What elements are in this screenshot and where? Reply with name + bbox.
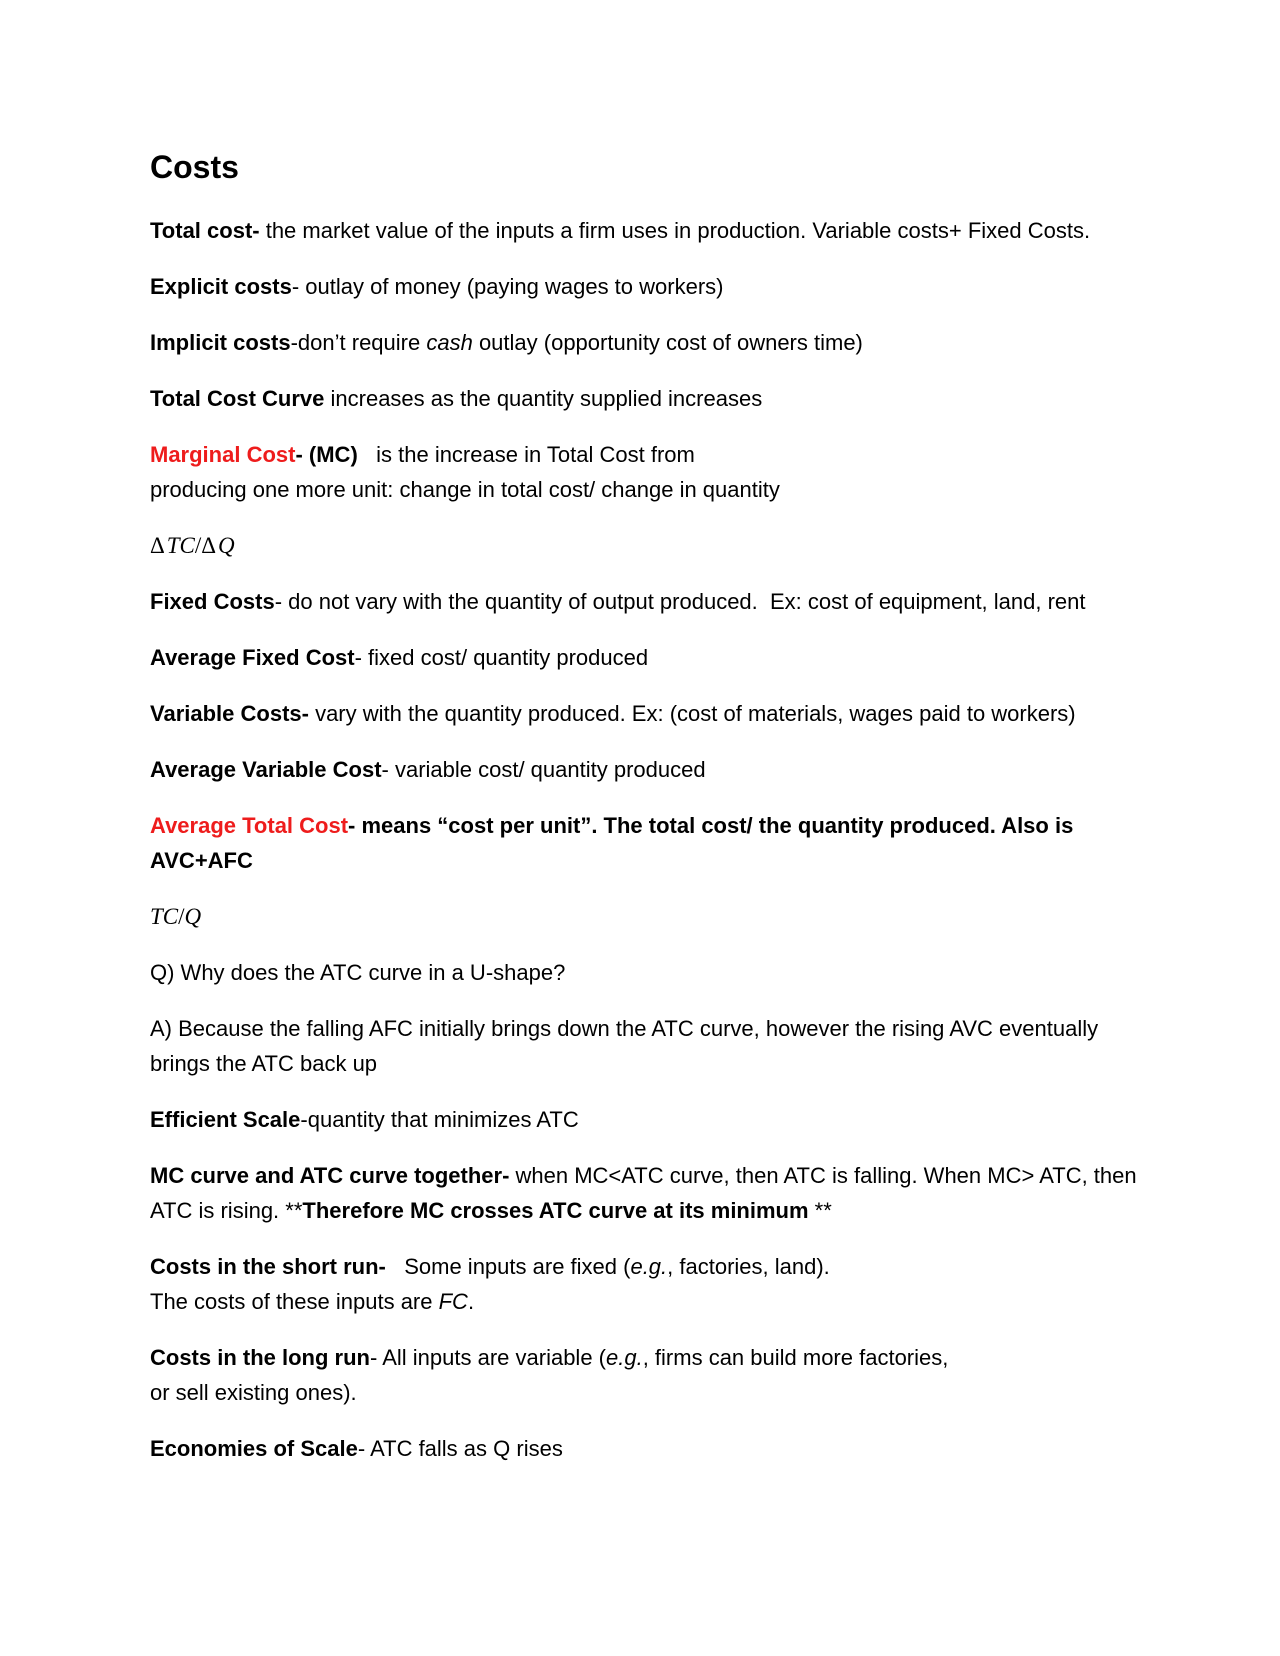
- efficient-scale-term: Efficient Scale: [150, 1107, 301, 1133]
- variable-costs-paragraph: [150, 696, 1140, 731]
- total-cost-curve-paragraph: [150, 381, 1140, 416]
- answer-paragraph: A) Because the falling AFC initially brings down the ATC curve, however the rising AVC eventually brings the ATC back up: [150, 1016, 1099, 1077]
- formula-slash: /: [178, 904, 185, 930]
- short-run-text-line2a: The costs of these inputs are: [150, 1289, 439, 1315]
- long-run-text-line2: or sell existing ones).: [150, 1380, 357, 1406]
- average-fixed-cost-term: Average Fixed Cost: [150, 645, 355, 671]
- economies-of-scale-paragraph: [150, 1431, 1140, 1466]
- total-cost-term: Total cost-: [150, 218, 260, 244]
- long-run-term: Costs in the long run: [150, 1345, 370, 1371]
- formula-delta: Δ: [150, 533, 165, 559]
- average-variable-cost-paragraph: [150, 752, 1140, 787]
- total-cost-text: the market value of the inputs a firm uses in production. Variable costs+ Fixed Costs.: [259, 218, 1091, 244]
- total-cost-curve-term: Total Cost Curve: [150, 386, 325, 412]
- fixed-costs-paragraph: [150, 584, 1140, 619]
- mc-atc-together-term: MC curve and ATC curve together-: [150, 1163, 510, 1189]
- implicit-costs-paragraph: [150, 325, 1140, 360]
- marginal-cost-text-line2: producing one more unit: change in total cost/ change in quantity: [150, 477, 780, 503]
- average-variable-cost-term: Average Variable Cost: [150, 757, 382, 783]
- mc-atc-together-paragraph: [150, 1158, 1140, 1228]
- formula-tc: TC: [166, 533, 195, 559]
- average-total-cost-paragraph: [150, 808, 1140, 878]
- fixed-costs-term: Fixed Costs: [150, 589, 275, 615]
- question-paragraph: Q) Why does the ATC curve in a U-shape?: [150, 960, 566, 986]
- mc-atc-together-conclusion: Therefore MC crosses ATC curve at its minimum: [302, 1198, 809, 1224]
- short-run-fc: FC: [438, 1289, 468, 1315]
- marginal-cost-abbrev: - (MC): [295, 442, 358, 468]
- implicit-costs-text-before: -don’t require: [290, 330, 427, 356]
- total-cost-curve-text: increases as the quantity supplied increases: [324, 386, 763, 412]
- fixed-costs-text: - do not vary with the quantity of output produced. Ex: cost of equipment, land, rent: [274, 589, 1086, 615]
- explicit-costs-paragraph: [150, 269, 1140, 304]
- long-run-paragraph: [150, 1340, 1140, 1410]
- short-run-eg: e.g.: [630, 1254, 668, 1280]
- implicit-costs-emphasis: cash: [426, 330, 473, 356]
- mc-atc-together-text: when MC<ATC curve, then ATC is falling. When MC> ATC, then ATC is rising. **: [150, 1163, 1137, 1224]
- short-run-text-a: Some inputs are fixed (: [385, 1254, 631, 1280]
- marginal-cost-paragraph: [150, 437, 1140, 507]
- short-run-text-line2b: .: [467, 1289, 475, 1315]
- formula-tc: TC: [150, 904, 179, 930]
- average-fixed-cost-paragraph: [150, 640, 1140, 675]
- economies-of-scale-text: - ATC falls as Q rises: [357, 1436, 563, 1462]
- average-total-cost-term: Average Total Cost: [150, 813, 349, 839]
- marginal-cost-text-line1: is the increase in Total Cost from: [357, 442, 695, 468]
- explicit-costs-text: - outlay of money (paying wages to workers): [291, 274, 724, 300]
- marginal-cost-formula: [150, 528, 1140, 563]
- formula-q: Q: [217, 533, 235, 559]
- long-run-text-b: , firms can build more factories,: [642, 1345, 949, 1371]
- total-cost-paragraph: [150, 213, 1140, 248]
- implicit-costs-text-after: outlay (opportunity cost of owners time): [472, 330, 863, 356]
- short-run-paragraph: [150, 1249, 1140, 1319]
- marginal-cost-term: Marginal Cost: [150, 442, 296, 468]
- implicit-costs-term: Implicit costs: [150, 330, 291, 356]
- average-fixed-cost-text: - fixed cost/ quantity produced: [354, 645, 649, 671]
- efficient-scale-text: -quantity that minimizes ATC: [300, 1107, 579, 1133]
- average-total-cost-text: - means “cost per unit”. The total cost/ the quantity produced. Also is AVC+AFC: [150, 813, 1074, 874]
- formula-slash: /: [194, 533, 202, 559]
- formula-delta: Δ: [201, 533, 217, 559]
- average-variable-cost-text: - variable cost/ quantity produced: [381, 757, 706, 783]
- short-run-text-b: , factories, land).: [667, 1254, 830, 1280]
- mc-atc-together-text-after: **: [808, 1198, 832, 1224]
- variable-costs-text: vary with the quantity produced. Ex: (cost of materials, wages paid to workers): [308, 701, 1076, 727]
- long-run-eg: e.g.: [606, 1345, 643, 1371]
- page-title: Costs: [150, 149, 239, 185]
- long-run-text-a: - All inputs are variable (: [370, 1345, 606, 1371]
- efficient-scale-paragraph: [150, 1102, 1140, 1137]
- variable-costs-term: Variable Costs-: [150, 701, 309, 727]
- explicit-costs-term: Explicit costs: [150, 274, 292, 300]
- economies-of-scale-term: Economies of Scale: [150, 1436, 358, 1462]
- average-total-cost-formula: [150, 899, 1140, 934]
- formula-q: Q: [184, 904, 202, 930]
- short-run-term: Costs in the short run-: [150, 1254, 386, 1280]
- document-page: [150, 150, 1140, 1487]
